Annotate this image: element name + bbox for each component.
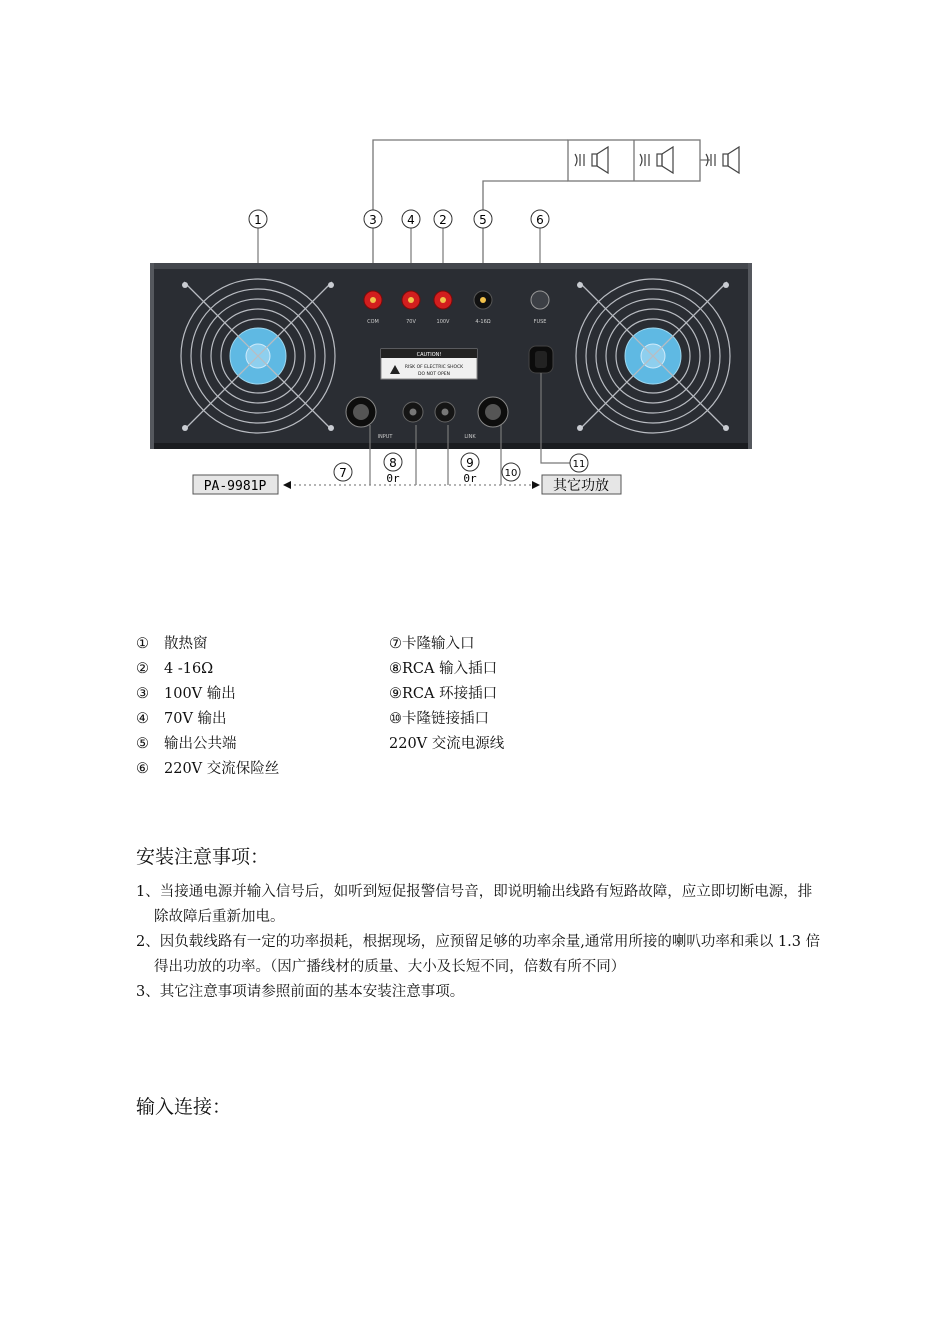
note-item: 1、当接通电源并输入信号后，如听到短促报警信号音，即说明输出线路有短路故障，应立即切断电源，排除故障后重新加电。 xyxy=(136,884,813,925)
legend-item: 220V 交流电源线 xyxy=(389,736,505,752)
legend-item: ③ 100V 输出 xyxy=(136,686,236,702)
svg-text:9: 9 xyxy=(466,456,474,470)
install-notes-list xyxy=(136,880,826,1005)
svg-text:COM: COM xyxy=(367,319,379,325)
legend-item: ① 散热窗 xyxy=(136,636,208,652)
svg-text:100V: 100V xyxy=(436,319,450,325)
svg-text:6: 6 xyxy=(536,213,544,227)
pa-9981p-box xyxy=(193,475,278,494)
callout-4 xyxy=(402,210,420,228)
callout-10 xyxy=(502,463,520,481)
xlr-link-jack xyxy=(478,397,508,427)
speaker-icon xyxy=(640,147,673,173)
svg-text:10: 10 xyxy=(504,468,518,479)
legend-item: ⑥ 220V 交流保险丝 xyxy=(136,761,280,777)
svg-text:其它功放: 其它功放 xyxy=(553,478,609,494)
callout-8 xyxy=(384,453,402,471)
amplifier-rear-panel-figure xyxy=(140,130,780,510)
power-inlet xyxy=(529,346,553,373)
speaker-icon xyxy=(706,147,739,173)
other-amplifier-box xyxy=(542,475,621,494)
input-label: INPUT xyxy=(377,434,393,440)
callout-1 xyxy=(249,210,267,228)
legend-item: ⑤ 输出公共端 xyxy=(136,736,237,752)
svg-text:RISK OF ELECTRIC SHOCK: RISK OF ELECTRIC SHOCK xyxy=(404,365,464,370)
legend-column-left xyxy=(136,632,386,782)
link-label: LINK xyxy=(464,434,476,440)
callout-2 xyxy=(434,210,452,228)
svg-text:5: 5 xyxy=(479,213,487,227)
svg-text:CAUTION!: CAUTION! xyxy=(416,352,442,358)
svg-text:PA-9981P: PA-9981P xyxy=(203,479,267,494)
svg-text:2: 2 xyxy=(439,213,447,227)
legend-column-right xyxy=(389,632,639,757)
legend-item: ⑧ RCA 输入插口 xyxy=(389,661,498,677)
legend-item: ⑦ 卡隆输入口 xyxy=(389,636,475,652)
svg-text:3: 3 xyxy=(369,213,377,227)
legend-item: ⑨ RCA 环接插口 xyxy=(389,686,498,702)
arrow-left-icon xyxy=(283,481,291,489)
speaker-wiring xyxy=(373,140,710,275)
rca-link-jack xyxy=(435,402,455,422)
svg-text:8: 8 xyxy=(389,456,397,470)
svg-text:1: 1 xyxy=(254,213,262,227)
note-item: 2、因负载线路有一定的功率损耗，根据现场，应预留足够的功率余量,通常用所接的喇叭功率和乘以 1.3 倍得出功放的功率。（因广播线材的质量、大小及长短不同，倍数有所不同） xyxy=(136,934,821,975)
callout-5 xyxy=(474,210,492,228)
legend-item: ② 4 -16Ω xyxy=(136,661,214,677)
callout-7 xyxy=(334,463,352,481)
or-label-left: 0r xyxy=(386,472,400,485)
callout-9 xyxy=(461,453,479,471)
speaker-icon xyxy=(575,147,608,173)
svg-text:FUSE: FUSE xyxy=(533,319,547,325)
arrow-right-icon xyxy=(532,481,540,489)
input-connection-heading: 输入连接： xyxy=(136,1096,232,1118)
rca-input-jack xyxy=(403,402,423,422)
caution-label xyxy=(381,349,477,379)
svg-text:DO NOT OPEN: DO NOT OPEN xyxy=(418,372,450,377)
callout-3 xyxy=(364,210,382,228)
legend-item: ④ 70V 输出 xyxy=(136,711,227,727)
note-item: 3、其它注意事项请参照前面的基本安装注意事项。 xyxy=(136,984,465,1000)
callout-11 xyxy=(570,454,588,472)
or-label-right: 0r xyxy=(463,472,477,485)
svg-text:11: 11 xyxy=(572,459,586,470)
svg-text:7: 7 xyxy=(339,466,347,480)
callout-6 xyxy=(531,210,549,228)
svg-text:4: 4 xyxy=(407,213,415,227)
rear-panel-diagram xyxy=(140,130,780,510)
legend-item: ⑩ 卡隆链接插口 xyxy=(389,711,489,727)
install-notes-heading: 安装注意事项： xyxy=(136,846,270,868)
xlr-input-jack xyxy=(346,397,376,427)
svg-text:4-16Ω: 4-16Ω xyxy=(475,319,491,325)
svg-text:70V: 70V xyxy=(406,319,416,325)
